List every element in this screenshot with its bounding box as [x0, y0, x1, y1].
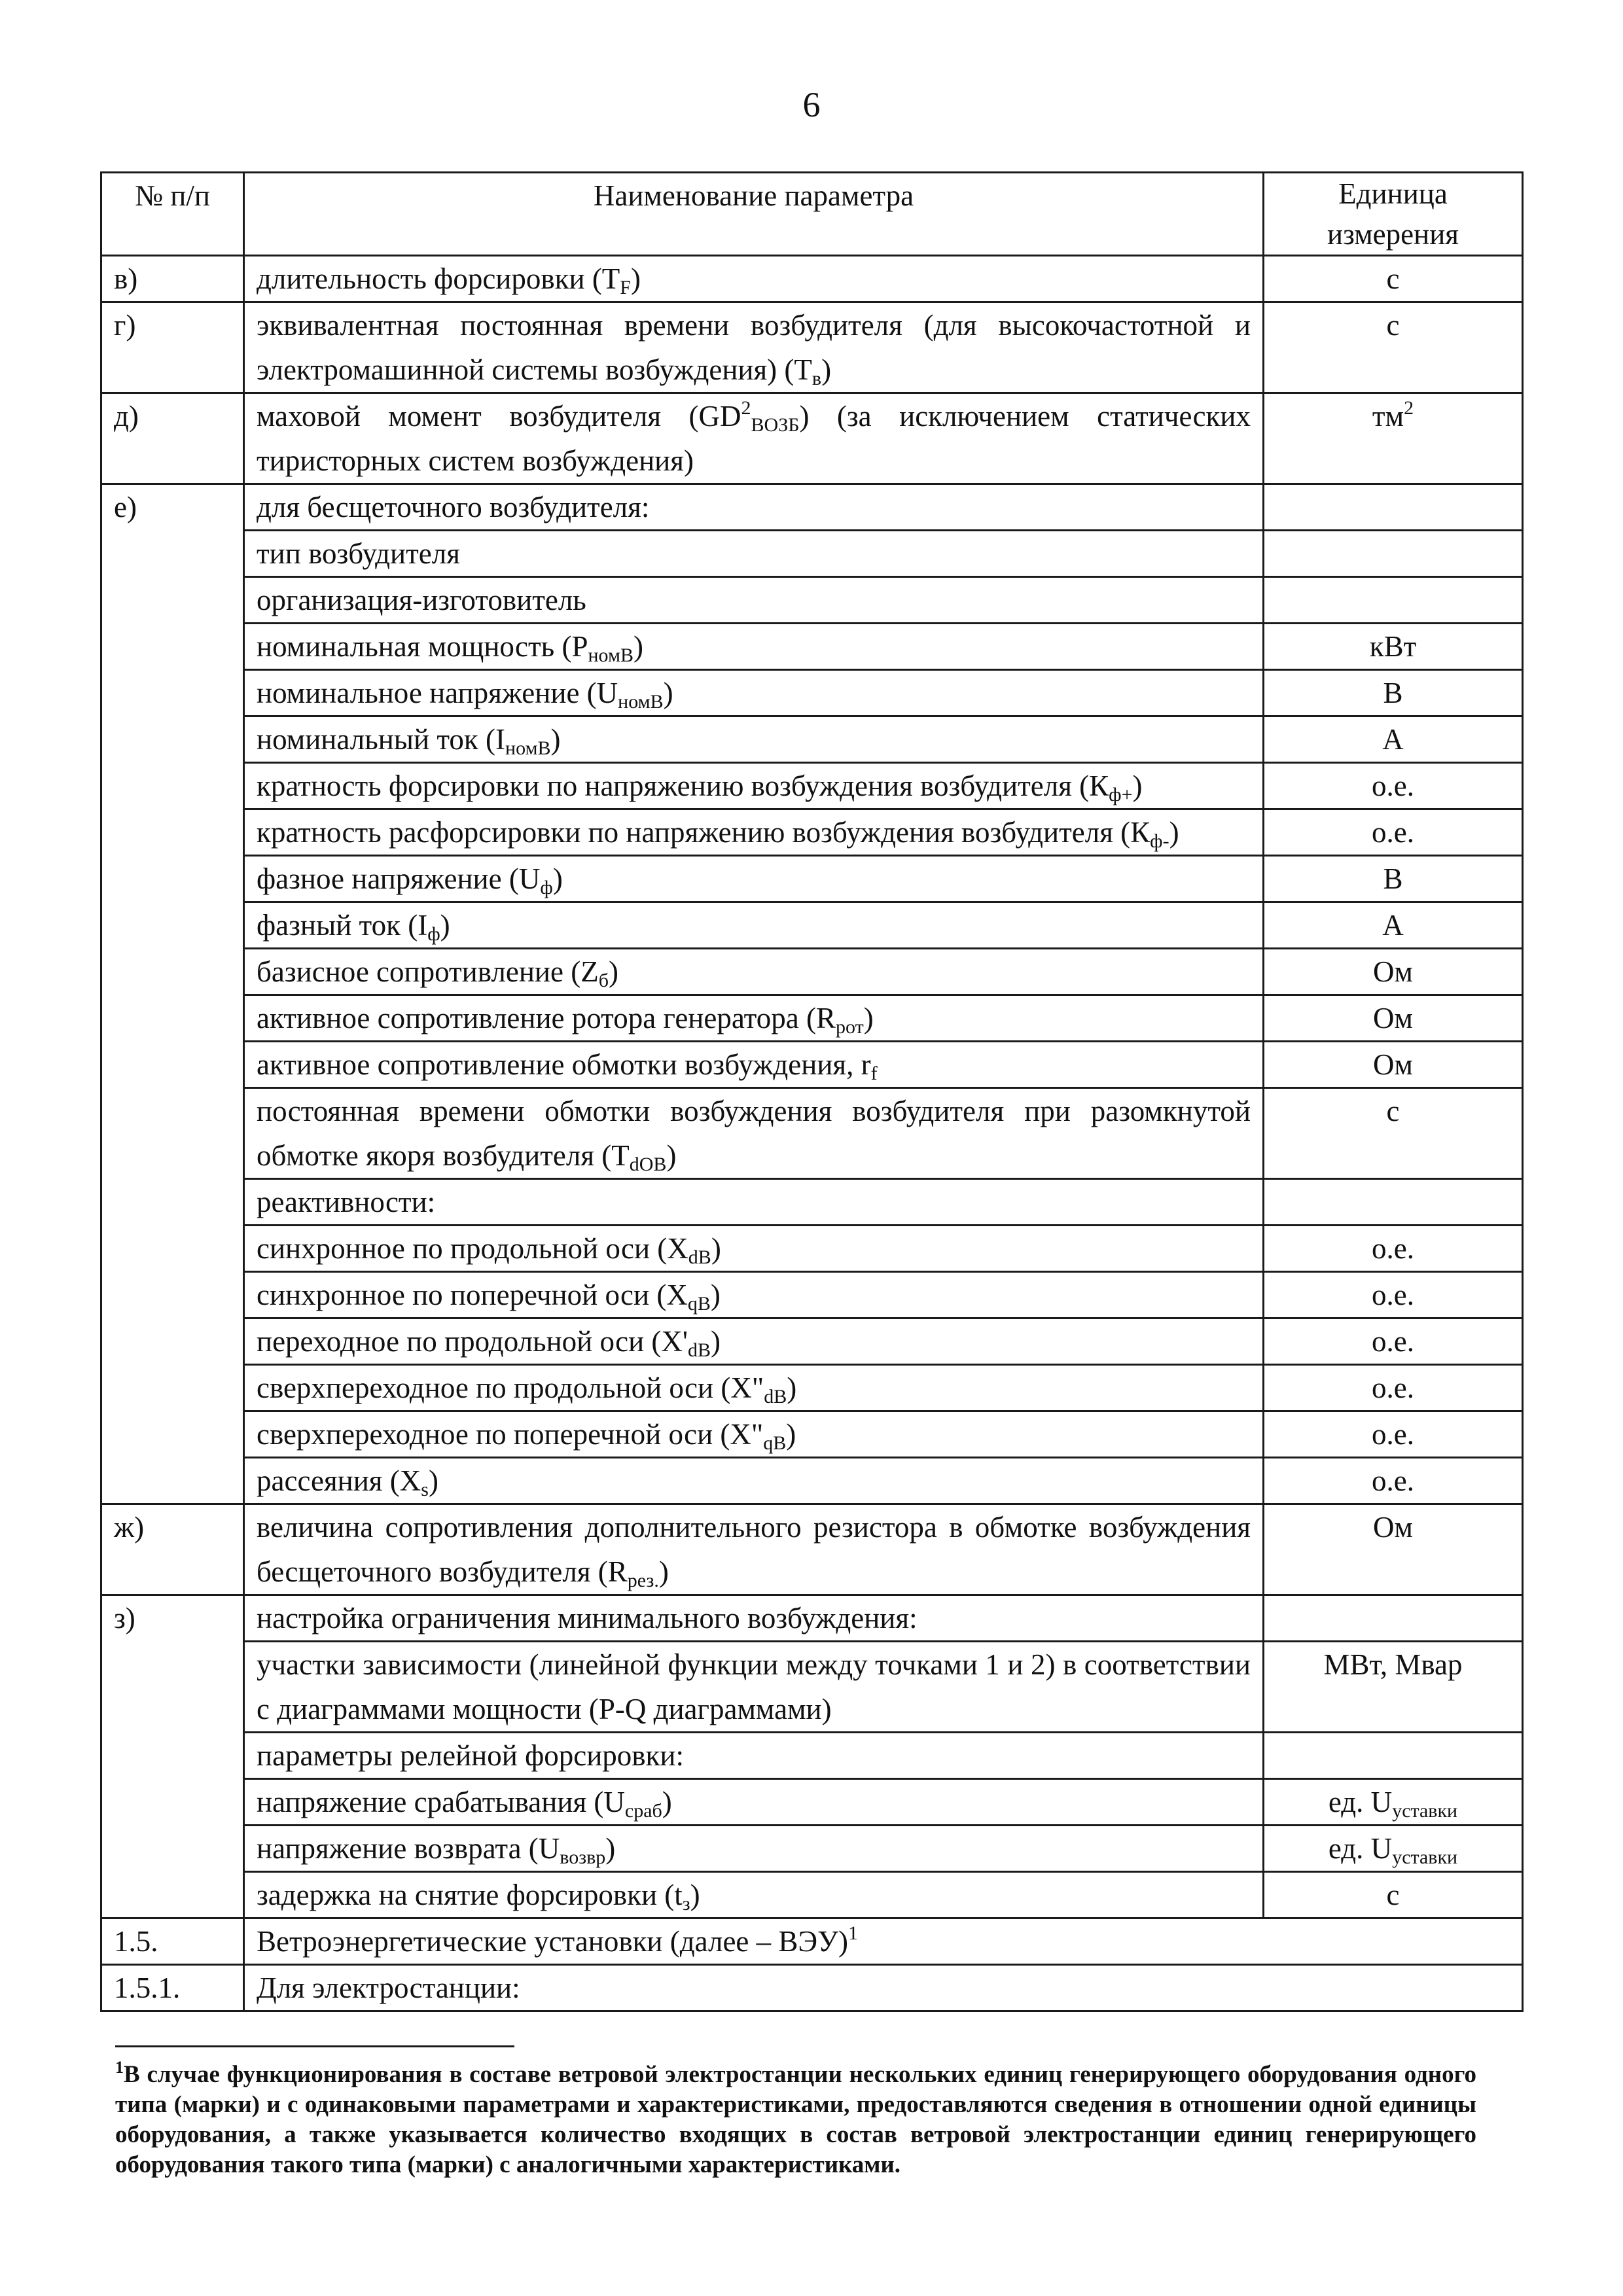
row-name: напряжение возврата $(U_{возвр})$	[244, 1826, 1264, 1872]
row-name: номинальное напряжение $(U_{номВ})$	[244, 670, 1264, 716]
row-name: настройка ограничения минимального возбуждения:	[244, 1595, 1264, 1642]
row-num: в)	[101, 256, 244, 302]
section-title: Ветроэнергетические установки (далее – ВЭУ)$^1$	[244, 1918, 1523, 1965]
row-name: напряжение срабатывания $(U_{сраб})$	[244, 1779, 1264, 1826]
table-row	[101, 1179, 1523, 1226]
row-name: участки зависимости (линейной функции между точками 1 и 2) в соответствии с диаграммами мощности (P-Q диаграммами)	[244, 1642, 1264, 1733]
row-unit	[1264, 1595, 1523, 1642]
row-name: номинальная мощность $(Р_{номВ})$	[244, 624, 1264, 670]
row-unit: с	[1264, 302, 1523, 393]
row-name: синхронное по продольной оси $(X_{dB})$	[244, 1226, 1264, 1272]
row-name: тип возбудителя	[244, 531, 1264, 577]
table-row	[101, 902, 1523, 949]
row-unit: о.е.	[1264, 763, 1523, 809]
row-unit: МВт, Мвар	[1264, 1642, 1523, 1733]
row-unit: с	[1264, 1088, 1523, 1179]
table-row	[101, 1042, 1523, 1088]
row-name: базисное сопротивление $(Z_б)$	[244, 949, 1264, 995]
row-unit: о.е.	[1264, 1411, 1523, 1458]
header-unit: Единица измерения	[1264, 173, 1523, 256]
row-unit: ед. $U_{уставки}$	[1264, 1826, 1523, 1872]
row-name: кратность форсировки по напряжению возбуждения возбудителя $(К_{ф+})$	[244, 763, 1264, 809]
footnote-mark: 1	[115, 2058, 124, 2077]
table-row	[101, 1226, 1523, 1272]
row-name: сверхпереходное по поперечной оси $(X"_{qB})$	[244, 1411, 1264, 1458]
row-unit	[1264, 1733, 1523, 1779]
row-unit	[1264, 1179, 1523, 1226]
table-row	[101, 995, 1523, 1042]
table-row	[101, 1826, 1523, 1872]
row-unit: о.е.	[1264, 1226, 1523, 1272]
row-name: задержка на снятие форсировки $(t_з)$	[244, 1872, 1264, 1918]
table-header-row	[101, 173, 1523, 256]
row-unit: ед. $U_{уставки}$	[1264, 1779, 1523, 1826]
row-unit: с	[1264, 1872, 1523, 1918]
header-num: № п/п	[101, 173, 244, 256]
footnote	[115, 2060, 1476, 2180]
row-name: фазный ток $(I_ф)$	[244, 902, 1264, 949]
table-row	[101, 1088, 1523, 1179]
row-unit: о.е.	[1264, 809, 1523, 856]
table-row	[101, 1318, 1523, 1365]
table-row	[101, 256, 1523, 302]
parameters-table	[100, 171, 1524, 2012]
row-name: синхронное по поперечной оси $(X_{qB})$	[244, 1272, 1264, 1318]
row-name: переходное по продольной оси $(X'_{dB})$	[244, 1318, 1264, 1365]
table-row	[101, 716, 1523, 763]
row-unit: кВт	[1264, 624, 1523, 670]
row-num: ж)	[101, 1504, 244, 1595]
row-unit: $тм^2$	[1264, 393, 1523, 484]
row-name: длительность форсировки $(T_F)$	[244, 256, 1264, 302]
row-unit: Ом	[1264, 949, 1523, 995]
table-row	[101, 302, 1523, 393]
row-unit	[1264, 577, 1523, 624]
table-row	[101, 531, 1523, 577]
row-name: сверхпереходное по продольной оси $(X"_{dB})$	[244, 1365, 1264, 1411]
section-title: Для электростанции:	[244, 1965, 1523, 2011]
table-row	[101, 763, 1523, 809]
page-number: 6	[802, 85, 821, 124]
table-row	[101, 1642, 1523, 1733]
footnote-text: В случае функционирования в составе ветровой электростанции нескольких единиц генерирующего оборудования одного типа (марки) и с одинаковыми параметрами и характеристиками, предоставляются сведения в отношении одной единицы оборудования, а также указывается количество входящих в состав ветровой электростанции единиц генерирующего оборудования такого типа (марки) с аналогичными характеристиками.	[115, 2061, 1476, 2178]
section-row	[101, 1918, 1523, 1965]
row-name: величина сопротивления дополнительного резистора в обмотке возбуждения бесщеточного возбудителя $(R_{рез.})$	[244, 1504, 1264, 1595]
table-row	[101, 1458, 1523, 1504]
row-name: эквивалентная постоянная времени возбудителя (для высокочастотной и электромашинной системы возбуждения) $(Т_в)$	[244, 302, 1264, 393]
table-row	[101, 670, 1523, 716]
row-unit: Ом	[1264, 1042, 1523, 1088]
row-unit: о.е.	[1264, 1365, 1523, 1411]
table-row	[101, 577, 1523, 624]
row-num: д)	[101, 393, 244, 484]
row-num: г)	[101, 302, 244, 393]
table-row	[101, 809, 1523, 856]
section-num: 1.5.1.	[101, 1965, 244, 2011]
table-row	[101, 856, 1523, 902]
row-num: з)	[101, 1595, 244, 1918]
table-row	[101, 1595, 1523, 1642]
row-unit: о.е.	[1264, 1272, 1523, 1318]
table-row	[101, 1733, 1523, 1779]
row-name: параметры релейной форсировки:	[244, 1733, 1264, 1779]
table-row	[101, 1504, 1523, 1595]
section-num: 1.5.	[101, 1918, 244, 1965]
table-row	[101, 949, 1523, 995]
header-name: Наименование параметра	[244, 173, 1264, 256]
row-unit: о.е.	[1264, 1318, 1523, 1365]
footnote-divider	[115, 2045, 514, 2047]
row-name: активное сопротивление ротора генератора $(R_{рот})$	[244, 995, 1264, 1042]
row-num: е)	[101, 484, 244, 1504]
row-name: фазное напряжение $(U_ф)$	[244, 856, 1264, 902]
row-name: постоянная времени обмотки возбуждения возбудителя при разомкнутой обмотке якоря возбудителя $(T_{dOB})$	[244, 1088, 1264, 1179]
table-row	[101, 393, 1523, 484]
row-unit	[1264, 531, 1523, 577]
row-name: активное сопротивление обмотки возбуждения, $r_f$	[244, 1042, 1264, 1088]
table-row	[101, 1872, 1523, 1918]
row-unit: с	[1264, 256, 1523, 302]
row-name: реактивности:	[244, 1179, 1264, 1226]
table-row	[101, 1411, 1523, 1458]
row-name: маховой момент возбудителя $(GD^2_{ВОЗБ})$ (за исключением статических тиристорных систем возбуждения)	[244, 393, 1264, 484]
row-unit	[1264, 484, 1523, 531]
row-unit: В	[1264, 856, 1523, 902]
row-name: номинальный ток $(I_{номВ})$	[244, 716, 1264, 763]
table-row	[101, 624, 1523, 670]
row-unit: А	[1264, 902, 1523, 949]
row-name: организация-изготовитель	[244, 577, 1264, 624]
table-row	[101, 1779, 1523, 1826]
row-unit: Ом	[1264, 1504, 1523, 1595]
row-unit: Ом	[1264, 995, 1523, 1042]
row-name: рассеяния $(X_s)$	[244, 1458, 1264, 1504]
table-row	[101, 484, 1523, 531]
table-row	[101, 1272, 1523, 1318]
row-name: для бесщеточного возбудителя:	[244, 484, 1264, 531]
section-row	[101, 1965, 1523, 2011]
row-unit: А	[1264, 716, 1523, 763]
row-name: кратность расфорсировки по напряжению возбуждения возбудителя $(К_{ф-})$	[244, 809, 1264, 856]
row-unit: о.е.	[1264, 1458, 1523, 1504]
table-row	[101, 1365, 1523, 1411]
row-unit: В	[1264, 670, 1523, 716]
